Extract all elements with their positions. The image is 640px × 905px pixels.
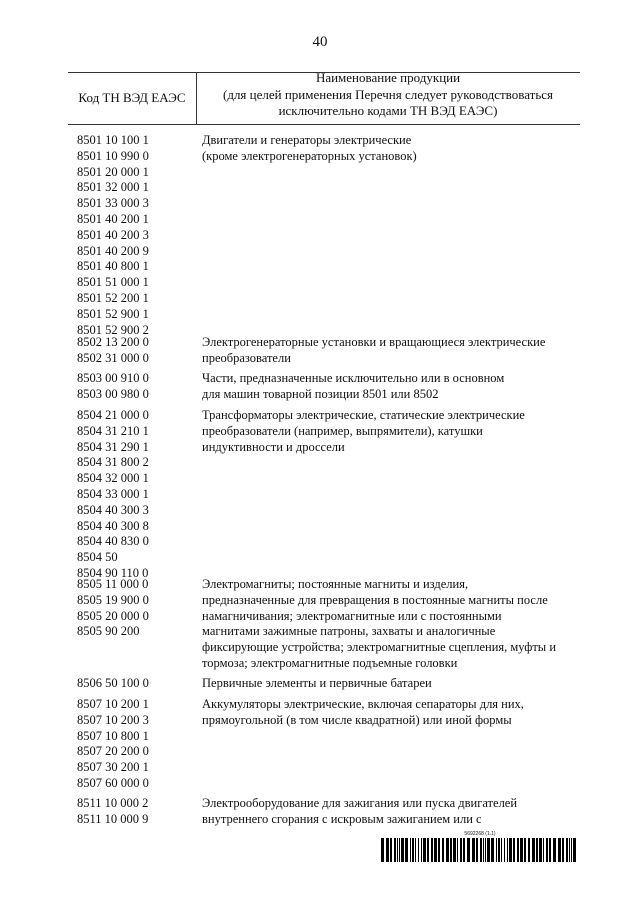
tnved-code: 8501 52 200 1 xyxy=(77,290,149,305)
code-list xyxy=(77,408,189,582)
code-list xyxy=(77,577,189,640)
tnved-code: 8504 32 000 1 xyxy=(77,471,149,486)
tnved-code: 8502 31 000 0 xyxy=(77,350,149,365)
tnved-code: 8504 50 xyxy=(77,550,118,565)
product-name xyxy=(202,335,580,367)
tnved-code: 8507 20 200 0 xyxy=(77,744,149,759)
tnved-code: 8504 31 800 2 xyxy=(77,455,149,470)
tnved-code: 8501 40 200 9 xyxy=(77,243,149,258)
header-name-line: исключительно кодами ТН ВЭД ЕАЭС) xyxy=(278,103,498,118)
tnved-code: 8505 11 000 0 xyxy=(77,577,149,591)
product-name-line: магнитами зажимные патроны, захваты и аналогичные xyxy=(202,624,496,639)
product-name-line: Электрооборудование для зажигания или пуска двигателей xyxy=(202,796,518,810)
product-name xyxy=(202,577,580,672)
tnved-code: 8504 33 000 1 xyxy=(77,486,149,501)
code-list xyxy=(77,676,189,692)
tnved-code: 8501 10 100 1 xyxy=(77,133,149,147)
tnved-code: 8511 10 000 9 xyxy=(77,811,149,826)
tnved-code: 8501 40 800 1 xyxy=(77,259,149,274)
header-bottom-rule xyxy=(68,124,580,125)
product-name-line: внутреннего сгорания с искровым зажиганием или с xyxy=(202,811,482,826)
product-name-line: для машин товарной позиции 8501 или 8502 xyxy=(202,386,439,401)
product-name xyxy=(202,697,580,729)
code-list xyxy=(77,697,189,792)
product-name-line: намагничивания; электромагнитные или с постоянными xyxy=(202,608,502,623)
header-name-line: (для целей применения Перечня следует руководствоваться xyxy=(223,86,553,102)
product-name xyxy=(202,676,580,692)
tnved-code: 8501 40 200 3 xyxy=(77,227,149,242)
product-name-line: Электрогенераторные установки и вращающиеся электрические xyxy=(202,335,546,349)
tnved-code: 8502 13 200 0 xyxy=(77,335,149,349)
code-list xyxy=(77,796,189,828)
barcode-id: 5692268 (1.1) xyxy=(464,831,496,837)
product-name-line: Аккумуляторы электрические, включая сепараторы для них, xyxy=(202,697,524,711)
tnved-code: 8501 40 200 1 xyxy=(77,211,149,226)
header-code-label: Код ТН ВЭД ЕАЭС xyxy=(78,90,186,105)
tnved-code: 8503 00 910 0 xyxy=(77,371,149,385)
tnved-code: 8507 10 200 3 xyxy=(77,712,149,727)
tnved-code: 8504 31 290 1 xyxy=(77,439,149,454)
tnved-code: 8504 90 110 0 xyxy=(77,565,149,580)
tnved-code: 8505 20 000 0 xyxy=(77,608,149,623)
product-name-line: прямоугольной (в том числе квадратной) или иной формы xyxy=(202,712,512,727)
tnved-code: 8505 19 900 0 xyxy=(77,592,149,607)
tnved-code: 8506 50 100 0 xyxy=(77,676,149,690)
product-name-line: (кроме электрогенераторных установок) xyxy=(202,148,417,163)
tnved-code: 8501 33 000 3 xyxy=(77,196,149,211)
tnved-code: 8501 51 000 1 xyxy=(77,275,149,290)
product-name xyxy=(202,408,580,455)
tnved-code: 8507 10 800 1 xyxy=(77,728,149,743)
header-code-column xyxy=(68,72,196,124)
product-name-line: тормоза; электромагнитные подъемные головки xyxy=(202,655,458,670)
barcode xyxy=(381,831,579,863)
product-name-line: Электромагниты; постоянные магниты и изделия, xyxy=(202,577,469,591)
tnved-code: 8504 40 300 8 xyxy=(77,518,149,533)
product-name xyxy=(202,133,580,165)
header-name-column xyxy=(196,70,580,120)
tnved-code: 8504 40 830 0 xyxy=(77,534,149,549)
tnved-code: 8504 40 300 3 xyxy=(77,502,149,517)
product-name-line: преобразователи (например, выпрямители), катушки xyxy=(202,423,483,438)
tnved-code: 8507 60 000 0 xyxy=(77,775,149,790)
tnved-code: 8507 10 200 1 xyxy=(77,697,149,711)
code-list xyxy=(77,133,189,338)
code-list xyxy=(77,335,189,367)
product-name xyxy=(202,796,580,828)
product-name-line: Двигатели и генераторы электрические xyxy=(202,133,412,147)
tnved-code: 8505 90 200 xyxy=(77,624,140,639)
tnved-code: 8504 21 000 0 xyxy=(77,408,149,422)
barcode-bars xyxy=(381,838,579,862)
tnved-code: 8501 32 000 1 xyxy=(77,180,149,195)
tnved-code: 8504 31 210 1 xyxy=(77,423,149,438)
tnved-code: 8501 52 900 1 xyxy=(77,306,149,321)
page-number: 40 xyxy=(312,34,328,50)
product-name-line: Трансформаторы электрические, статические электрические xyxy=(202,408,525,422)
tnved-code: 8507 30 200 1 xyxy=(77,760,149,775)
tnved-code: 8501 52 900 2 xyxy=(77,322,149,337)
product-name-line: Первичные элементы и первичные батареи xyxy=(202,676,432,690)
product-name-line: индуктивности и дроссели xyxy=(202,439,345,454)
tnved-code: 8501 10 990 0 xyxy=(77,148,149,163)
tnved-code: 8501 20 000 1 xyxy=(77,164,149,179)
tnved-code: 8511 10 000 2 xyxy=(77,796,149,810)
product-name-line: Части, предназначенные исключительно или в основном xyxy=(202,371,505,385)
product-name-line: преобразователи xyxy=(202,350,291,365)
product-name-line: фиксирующие устройства; электромагнитные сцепления, муфты и xyxy=(202,640,557,655)
product-name xyxy=(202,371,580,403)
product-name-line: предназначенные для превращения в постоянные магниты после xyxy=(202,592,548,607)
code-list xyxy=(77,371,189,403)
header-name-line: Наименование продукции xyxy=(315,70,461,85)
tnved-code: 8503 00 980 0 xyxy=(77,386,149,401)
